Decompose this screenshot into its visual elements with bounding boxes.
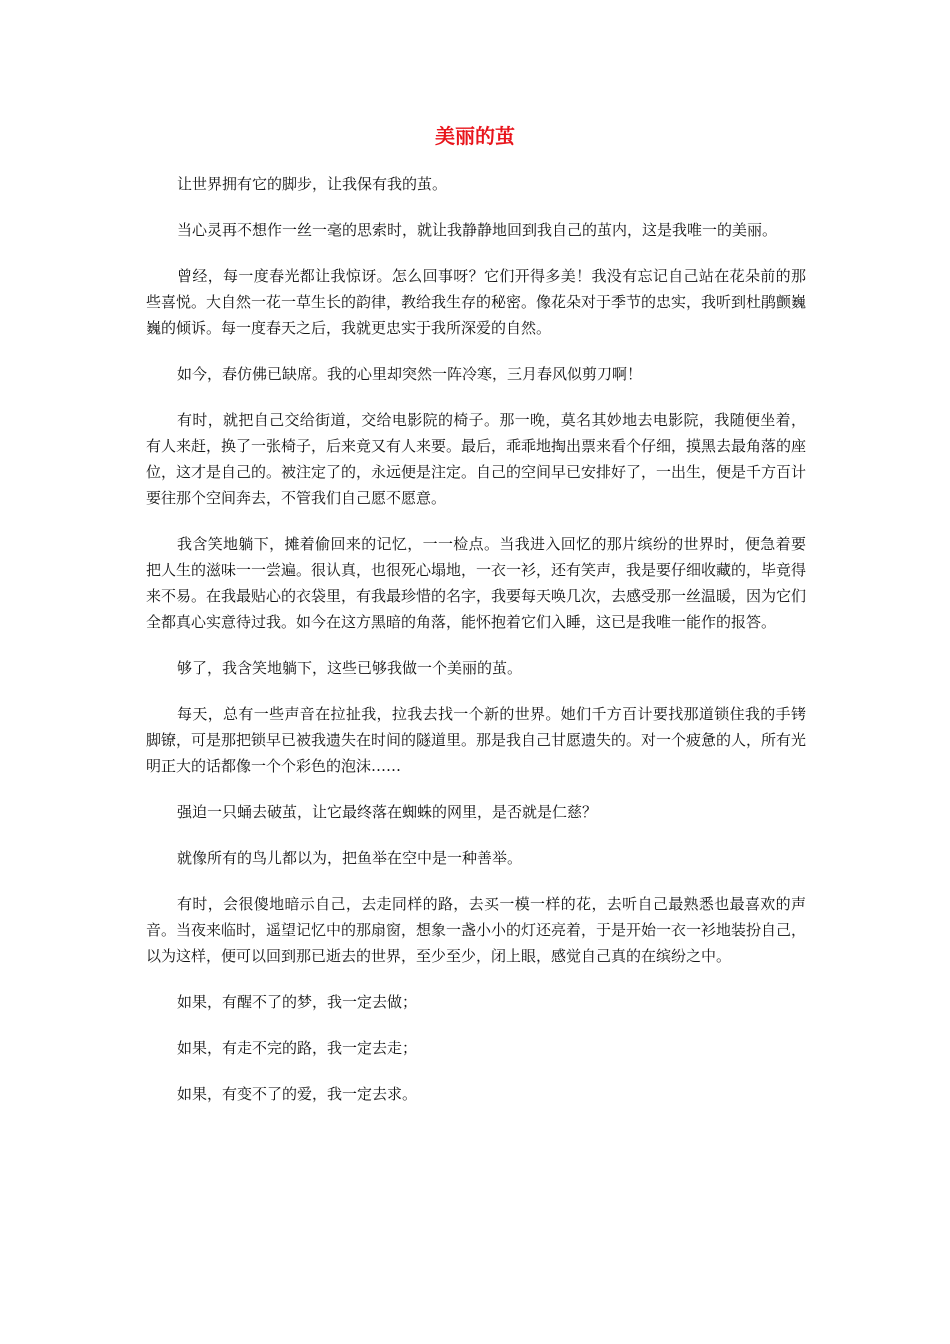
paragraph-3: 曾经，每一度春光都让我惊讶。怎么回事呀？它们开得多美！我没有忘记自己站在花朵前的那些喜悦。大自然一花一草生长的韵律，教给我生存的秘密。像花朵对于季节的忠实，我听到杜鹃颤巍巍的倾诉。每一度春天之后，我就更忠实于我所深爱的自然。 — [146, 267, 807, 337]
paragraph-13: 如果，有走不完的路，我一定去走； — [177, 1039, 418, 1057]
paragraph-11: 有时，会很傻地暗示自己，去走同样的路，去买一模一样的花，去听自己最熟悉也最喜欢的声音。当夜来临时，遥望记忆中的那扇窗，想象一盏小小的灯还亮着，于是开始一衣一衫地装扮自己，以为这样，便可以回到那已逝去的世界，至少至少，闭上眼，感觉自己真的在缤纷之中。 — [146, 895, 807, 965]
document-body — [146, 171, 806, 1127]
paragraph-4: 如今，春仿佛已缺席。我的心里却突然一阵冷寒，三月春风似剪刀啊！ — [177, 365, 643, 383]
document-title: 美丽的茧 — [435, 124, 515, 148]
paragraph-14: 如果，有变不了的爱，我一定去求。 — [177, 1085, 418, 1103]
paragraph-9: 强迫一只蛹去破茧，让它最终落在蜘蛛的网里，是否就是仁慈？ — [177, 803, 598, 821]
paragraph-6: 我含笑地躺下，摊着偷回来的记忆，一一检点。当我进入回忆的那片缤纷的世界时，便急着要把人生的滋味一一尝遍。很认真，也很死心塌地，一衣一衫，还有笑声，我是要仔细收藏的，毕竟得来不易。在我最贴心的衣袋里，有我最珍惜的名字，我要每天唤几次，去感受那一丝温暖，因为它们全都真心实意待过我。如今在这方黑暗的角落，能怀抱着它们入睡，这已是我唯一能作的报答。 — [146, 535, 807, 631]
paragraph-10: 就像所有的鸟儿都以为，把鱼举在空中是一种善举。 — [177, 849, 523, 867]
paragraph-1: 让世界拥有它的脚步，让我保有我的茧。 — [177, 175, 448, 193]
paragraph-5: 有时，就把自己交给街道，交给电影院的椅子。那一晚，莫名其妙地去电影院，我随便坐着，有人来赶，换了一张椅子，后来竟又有人来要。最后，乖乖地掏出票来看个仔细，摸黑去最角落的座位，这才是自己的。被注定了的，永远便是注定。自己的空间早已安排好了，一出生，便是千方百计要往那个空间奔去，不管我们自己愿不愿意。 — [146, 411, 807, 507]
paragraph-8: 每天，总有一些声音在拉扯我，拉我去找一个新的世界。她们千方百计要找那道锁住我的手铐脚镣，可是那把锁早已被我遗失在时间的隧道里。那是我自己甘愿遗失的。对一个疲惫的人，所有光明正大的话都像一个个彩色的泡沫…… — [146, 705, 807, 775]
paragraph-2: 当心灵再不想作一丝一毫的思索时，就让我静静地回到我自己的茧内，这是我唯一的美丽。 — [177, 221, 778, 239]
paragraph-7: 够了，我含笑地躺下，这些已够我做一个美丽的茧。 — [177, 659, 523, 677]
paragraph-12: 如果，有醒不了的梦，我一定去做； — [177, 993, 418, 1011]
